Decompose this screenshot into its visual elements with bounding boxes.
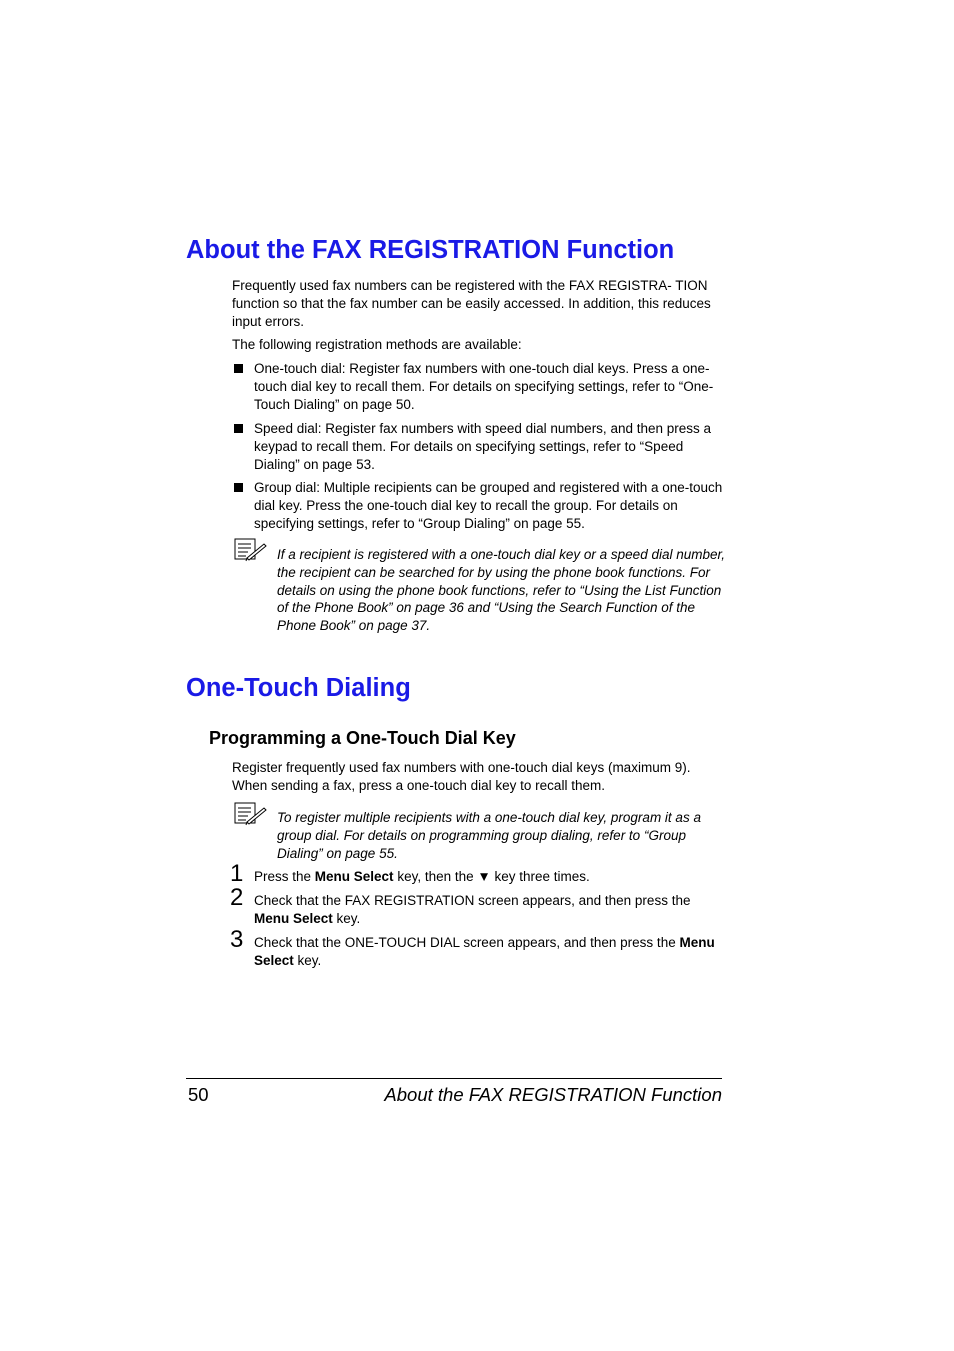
step-pre: Press the [254,869,315,884]
square-bullet-icon [234,424,243,433]
section-heading-one-touch-dialing: One-Touch Dialing [186,674,411,702]
step-number: 3 [230,926,244,953]
step-post: key. [332,910,361,926]
step-key: Menu Select [314,869,394,884]
step-post: key, then the ▼ key three times. [393,869,590,884]
note-pencil-icon [234,538,268,562]
section-heading-fax-registration: About the FAX REGISTRATION Function [186,236,675,264]
bullet-text: Group dial: Multiple recipients can be grouped and registered with a one-touch dial key. Press the one-touch dial key to recall the group. For details on specifying settings, refer to “Group Dialing” on page 55. [254,480,723,531]
intro-paragraph: Frequently used fax numbers can be registered with the FAX REGISTRA- TION function so that the fax number can be easily accessed. In addition, this reduces input errors. [232,278,711,329]
step-pre: Check that the FAX REGISTRATION screen appears, and then press the [254,893,691,908]
bullet-text: One-touch dial: Register fax numbers with one-touch dial keys. Press a one-touch dial key to recall them. For details on specifying settings, refer to “One-Touch Dialing” on page 50. [254,361,714,412]
running-title: About the FAX REGISTRATION Function [384,1084,722,1105]
subheading-programming: Programming a One-Touch Dial Key [209,728,516,748]
step-text [254,868,724,886]
step-post: key. [293,952,322,968]
bullet-text: Speed dial: Register fax numbers with speed dial numbers, and then press a keypad to recall them. For details on specifying settings, refer to “Speed Dialing” on page 53. [254,421,712,472]
square-bullet-icon [234,483,243,492]
step-key: Menu Select [254,910,333,926]
footer-rule [186,1078,722,1079]
programming-intro: Register frequently used fax numbers with one-touch dial keys (maximum 9). When sending a fax, press a one-touch dial key to recall them. [232,760,691,793]
square-bullet-icon [234,364,243,373]
methods-lead-paragraph: The following registration methods are available: [232,337,522,352]
step-text [254,934,724,970]
step-pre: Check that the ONE-TOUCH DIAL screen appears, and then press the [254,935,680,950]
note-pencil-icon [234,802,268,826]
step-text [254,892,724,928]
note-text: To register multiple recipients with a one-touch dial key, program it as a group dial. For details on programming group dialing, refer to “Group Dialing” on page 55. [277,810,701,861]
step-number: 2 [230,884,244,911]
step-number: 1 [230,860,244,887]
page-number: 50 [188,1084,209,1105]
note-text: If a recipient is registered with a one-touch dial key or a speed dial number, the recipient can be searched for by using the phone book functions. For details on using the phone book functions, refer to “Using the List Function of the Phone Book” on page 36 and “Using the Search Function of the Phone Book” on page 37. [277,547,725,634]
step-key: Menu Select [254,935,715,968]
